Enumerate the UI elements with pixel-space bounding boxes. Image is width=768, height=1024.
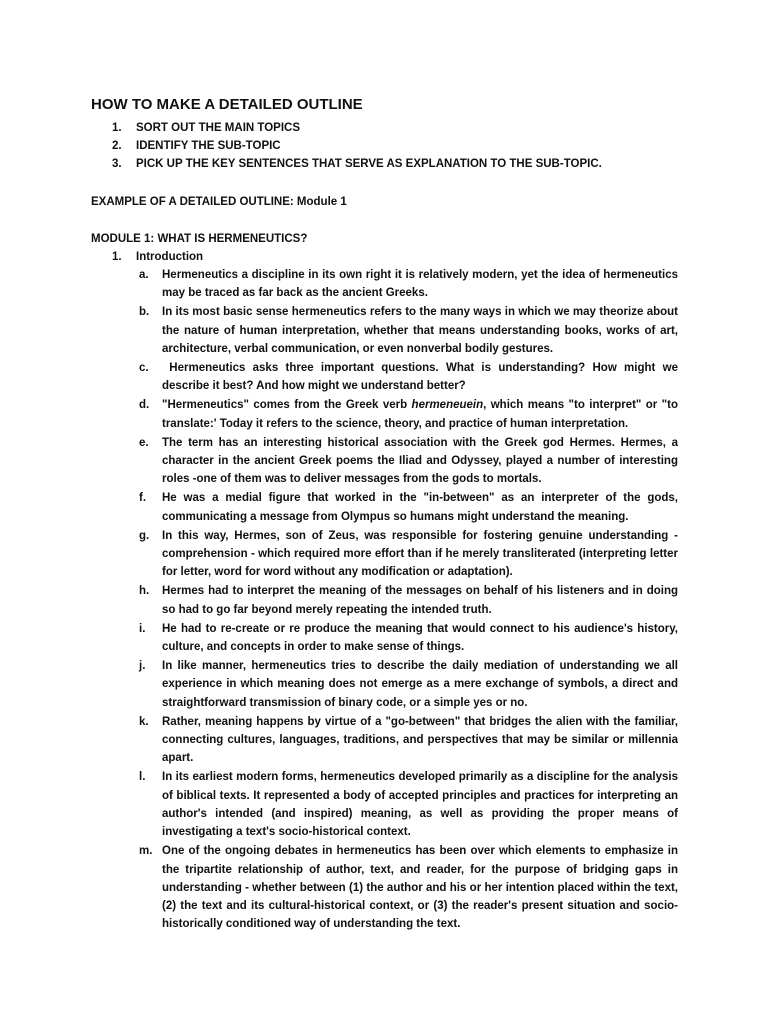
item-text-part: "Hermeneutics" comes from the Greek verb	[162, 399, 412, 412]
step-text: PICK UP THE KEY SENTENCES THAT SERVE AS EXPLANATION TO THE SUB-TOPIC.	[136, 158, 602, 170]
outline-item	[91, 582, 678, 618]
outline-item	[91, 768, 678, 841]
item-letter: e.	[139, 436, 149, 449]
item-text: One of the ongoing debates in hermeneutics has been over which elements to emphasize in the tripartite relationship of author, text, and reader, for the purpose of bridging gaps in understanding - whether between (1) the author and his or her intention placed within the text, (2) the text and its cultural-historical context, or (3) the reader's present situation and socio-historically conditioned way of understanding the text.	[162, 845, 678, 931]
outline-item	[91, 657, 678, 712]
step-number: 2.	[112, 140, 122, 152]
step-text: SORT OUT THE MAIN TOPICS	[136, 122, 300, 134]
outline-item	[91, 620, 678, 656]
step-text: IDENTIFY THE SUB-TOPIC	[136, 140, 281, 152]
example-heading: EXAMPLE OF A DETAILED OUTLINE: Module 1	[91, 196, 347, 208]
step-number: 3.	[112, 158, 122, 170]
item-text: In like manner, hermeneutics tries to describe the daily mediation of understanding we all experience in which meaning does not emerge as a mere exchange of symbols, a direct and straightforward transmission of binary code, or a simple yes or no.	[162, 660, 678, 709]
item-text-italic: hermeneuein	[411, 399, 484, 412]
document-title: HOW TO MAKE A DETAILED OUTLINE	[91, 96, 363, 113]
item-letter: k.	[139, 715, 149, 728]
outline-item	[91, 842, 678, 933]
section-number: 1.	[112, 251, 122, 263]
item-text: In its earliest modern forms, hermeneutics developed primarily as a discipline for the analysis of biblical texts. It represented a body of accepted principles and practices for interpreting an author's intended (and inspired) meaning, as well as providing the proper means of investigating a text's socio-historical context.	[162, 771, 678, 839]
outline-item	[91, 396, 678, 432]
item-text: In its most basic sense hermeneutics refers to the many ways in which we may theorize about the nature of human interpretation, whether that means understanding books, works of art, architecture, verbal communication, or even nonverbal bodily gestures.	[162, 306, 678, 355]
item-text: Hermes had to interpret the meaning of the messages on behalf of his listeners and in doing so had to go far beyond merely repeating the intended truth.	[162, 585, 678, 616]
item-text	[162, 396, 678, 432]
item-letter: d.	[139, 399, 150, 412]
item-text: In this way, Hermes, son of Zeus, was responsible for fostering genuine understanding - comprehension - which required more effort than if he merely transliterated (interpreting letter for letter, word for word without any modification or adaptation).	[162, 529, 678, 579]
outline-items	[91, 266, 682, 933]
item-letter: m.	[139, 845, 153, 858]
outline-item	[91, 527, 678, 582]
step-number: 1.	[112, 122, 122, 134]
steps-list	[91, 119, 678, 173]
item-letter: a.	[139, 269, 149, 281]
item-text-part: , which means "to interpret" or "to translate:' Today it refers to the science, theory, and practice of human interpretation.	[162, 399, 678, 430]
item-letter: h.	[139, 585, 150, 598]
item-text: He was a medial figure that worked in the "in-between" as an interpreter of the gods, communicating a message from Olympus so humans might understand the meaning.	[162, 492, 678, 523]
item-text: He had to re-create or re produce the meaning that would connect to his audience's history, culture, and concepts in order to make sense of things.	[162, 622, 678, 654]
outline-item	[91, 359, 682, 395]
outline-item	[91, 713, 678, 768]
outline-item	[91, 266, 678, 302]
section-title: Introduction	[136, 251, 204, 263]
step-item	[91, 155, 678, 173]
module-heading: MODULE 1: WHAT IS HERMENEUTICS?	[91, 233, 308, 245]
item-text: Hermeneutics asks three important questions. What is understanding? How might we describe it best? And how might we understand better?	[162, 362, 682, 393]
item-letter: j.	[139, 660, 146, 673]
item-letter: i.	[139, 622, 146, 635]
item-text: Rather, meaning happens by virtue of a "go-between" that bridges the alien with the familiar, connecting cultures, languages, traditions, and perspectives that may be similar or millennia apart.	[162, 715, 678, 765]
item-letter: g.	[139, 529, 150, 542]
item-text: The term has an interesting historical association with the Greek god Hermes. Hermes, a character in the ancient Greek poems the Iliad and Odyssey, played a number of interesting roles -one of them was to deliver messages from the gods to mortals.	[162, 436, 678, 486]
outline-item	[91, 434, 678, 489]
section-heading	[91, 248, 678, 266]
item-text: Hermeneutics a discipline in its own right it is relatively modern, yet the idea of hermeneutics may be traced as far back as the ancient Greeks.	[162, 269, 678, 300]
step-item	[91, 137, 678, 155]
item-letter: b.	[139, 306, 150, 319]
outline-item	[91, 303, 678, 358]
item-letter: l.	[139, 771, 146, 784]
outline-item	[91, 489, 678, 525]
item-letter: c.	[139, 362, 149, 375]
item-letter: f.	[139, 492, 147, 505]
step-item	[91, 119, 678, 137]
